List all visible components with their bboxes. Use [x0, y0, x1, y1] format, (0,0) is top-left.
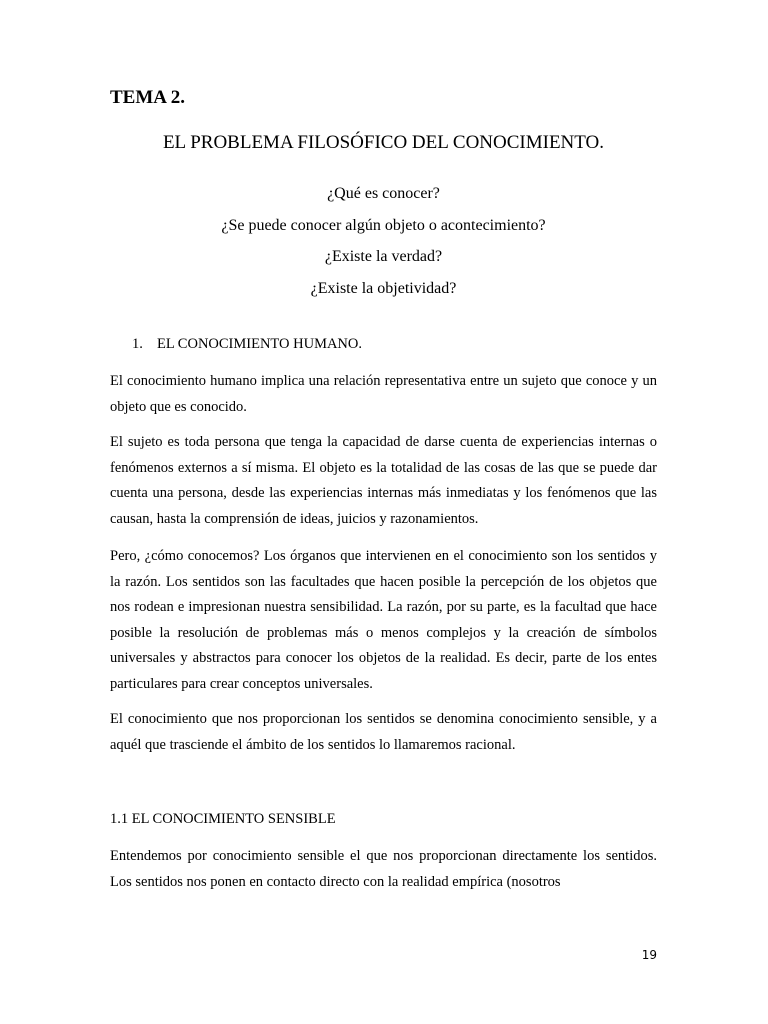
- chapter-label: TEMA 2.: [110, 87, 185, 108]
- body-paragraph: El conocimiento que nos proporcionan los sentidos se denomina conocimiento sensible, y a aquél que trasciende el ámbito de los sentidos lo llamaremos racional.: [110, 711, 657, 753]
- guiding-questions: [110, 178, 657, 304]
- question-item: ¿Qué es conocer?: [327, 185, 440, 202]
- chapter-title: EL PROBLEMA FILOSÓFICO DEL CONOCIMIENTO.: [162, 132, 605, 153]
- question-item: ¿Existe la verdad?: [324, 248, 443, 265]
- question-item: ¿Existe la objetividad?: [310, 279, 457, 297]
- section-heading: [132, 336, 362, 353]
- body-paragraph: El conocimiento humano implica una relación representativa entre un sujeto que conoce y un objeto que es conocido.: [110, 373, 657, 415]
- body-paragraph: Entendemos por conocimiento sensible el que nos proporcionan directamente los sentidos. Los sentidos nos ponen en contacto directo con la realidad empírica (nosotros: [110, 848, 657, 890]
- document-page: [110, 0, 657, 1024]
- question-item: ¿Se puede conocer algún objeto o acontecimiento?: [221, 216, 546, 234]
- page-number: 19: [641, 948, 657, 962]
- section-number: 1.: [132, 336, 143, 352]
- body-paragraph: Pero, ¿cómo conocemos? Los órganos que intervienen en el conocimiento son los sentidos y la razón. Los sentidos son las facultades que hacen posible la percepción de los objetos que nos rodean e impresionan nuestra sensibilidad. La razón, por su parte, es la facultad que hace posible la resolución de problemas más o menos complejos y la creación de símbolos universales y abstractos para conocer los objetos de la realidad. Es decir, parte de los entes particulares para crear conceptos universales.: [110, 548, 657, 692]
- section-title: EL CONOCIMIENTO HUMANO.: [157, 336, 363, 352]
- body-paragraph: El sujeto es toda persona que tenga la capacidad de darse cuenta de experiencias internas o fenómenos externos a sí misma. El objeto es la totalidad de las cosas de las que se puede dar cuenta una persona, desde las experiencias internas más inmediatas y los fenómenos que las causan, hasta la comprensión de ideas, juicios y razonamientos.: [110, 434, 657, 527]
- subsection-heading: 1.1 EL CONOCIMIENTO SENSIBLE: [110, 811, 336, 827]
